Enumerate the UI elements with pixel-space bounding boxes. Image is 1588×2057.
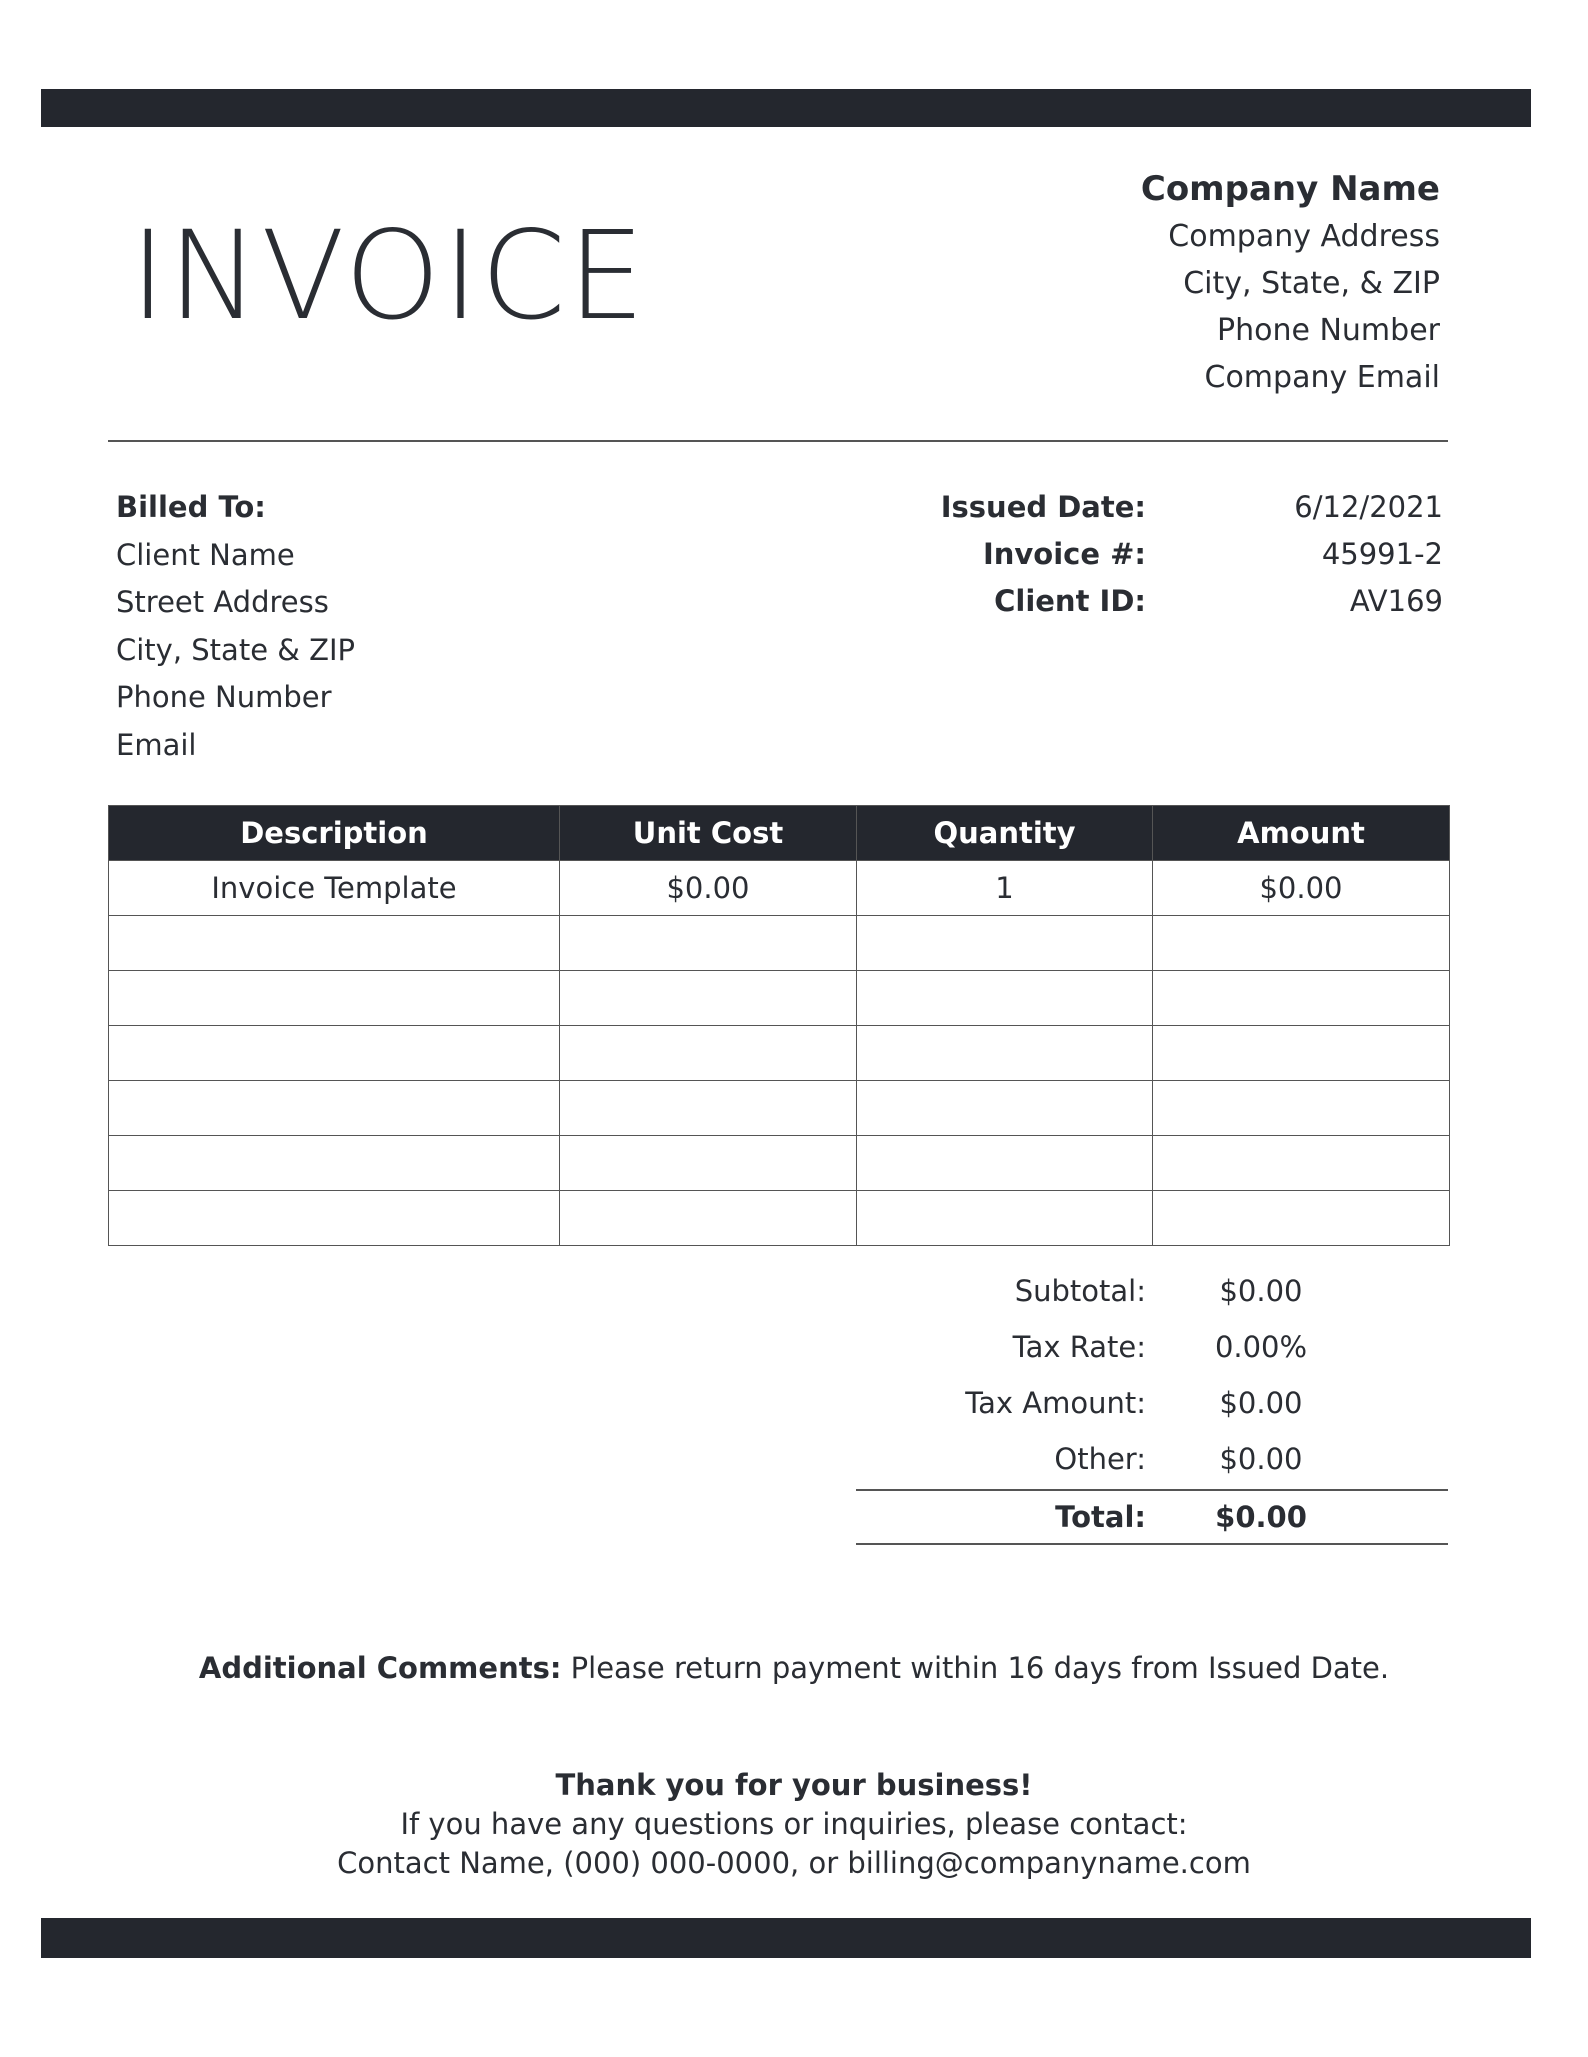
total-row xyxy=(856,1489,1448,1545)
cell-quantity xyxy=(857,1026,1153,1081)
cell-description xyxy=(109,971,560,1026)
cell-unit-cost xyxy=(560,1026,857,1081)
cell-unit-cost: $0.00 xyxy=(560,861,857,916)
billed-to-title: Billed To: xyxy=(116,490,266,524)
comments-label: Additional Comments: xyxy=(198,1651,562,1685)
other-label: Other: xyxy=(1054,1442,1146,1476)
cell-quantity xyxy=(857,1191,1153,1246)
cell-unit-cost xyxy=(560,916,857,971)
invoice-meta xyxy=(900,484,1446,625)
subtotal-value: $0.00 xyxy=(1219,1274,1303,1308)
table-row xyxy=(109,1191,1450,1246)
table-header-row xyxy=(109,806,1450,861)
cell-description: Invoice Template xyxy=(109,861,560,916)
cell-quantity xyxy=(857,971,1153,1026)
subtotal-row xyxy=(856,1263,1448,1319)
contact-details: Contact Name, (000) 000-0000, or billing@companyname.com xyxy=(337,1846,1251,1880)
tax-rate-row xyxy=(856,1319,1448,1375)
contact-line: If you have any questions or inquiries, please contact: xyxy=(400,1807,1188,1841)
cell-description xyxy=(109,1026,560,1081)
cell-unit-cost xyxy=(560,1191,857,1246)
company-address: Company Address xyxy=(1168,219,1440,254)
line-items-table xyxy=(108,805,1450,1246)
company-info xyxy=(1141,166,1440,401)
total-value: $0.00 xyxy=(1215,1500,1307,1534)
cell-unit-cost xyxy=(560,971,857,1026)
tax-amount-value: $0.00 xyxy=(1219,1386,1303,1420)
tax-amount-row xyxy=(856,1375,1448,1431)
totals-block xyxy=(856,1263,1448,1545)
cell-quantity xyxy=(857,916,1153,971)
cell-unit-cost xyxy=(560,1081,857,1136)
invoice-number-label: Invoice #: xyxy=(982,537,1146,571)
table-row xyxy=(109,1081,1450,1136)
total-label: Total: xyxy=(1055,1500,1146,1534)
header-divider xyxy=(108,440,1448,442)
client-id-label: Client ID: xyxy=(994,584,1146,618)
cell-amount xyxy=(1153,1191,1450,1246)
other-row xyxy=(856,1431,1448,1487)
table-body xyxy=(109,861,1450,1246)
company-phone: Phone Number xyxy=(1217,313,1440,348)
additional-comments xyxy=(0,1648,1588,1688)
subtotal-label: Subtotal: xyxy=(1014,1274,1146,1308)
client-street: Street Address xyxy=(116,585,329,619)
company-city-state-zip: City, State, & ZIP xyxy=(1183,266,1440,301)
other-value: $0.00 xyxy=(1219,1442,1303,1476)
cell-quantity xyxy=(857,1081,1153,1136)
company-name: Company Name xyxy=(1140,169,1440,209)
top-banner-bar xyxy=(41,89,1531,127)
tax-rate-label: Tax Rate: xyxy=(1012,1330,1146,1364)
cell-quantity xyxy=(857,1136,1153,1191)
client-email: Email xyxy=(116,727,197,762)
cell-amount xyxy=(1153,1136,1450,1191)
client-city-state-zip: City, State & ZIP xyxy=(116,632,355,667)
client-id-value: AV169 xyxy=(1349,584,1443,618)
client-name: Client Name xyxy=(116,537,295,572)
thank-you-message: Thank you for your business! xyxy=(555,1768,1033,1802)
invoice-title: INVOICE xyxy=(130,205,647,347)
issued-date-row xyxy=(900,484,1446,531)
cell-description xyxy=(109,1191,560,1246)
cell-amount xyxy=(1153,971,1450,1026)
client-phone: Phone Number xyxy=(116,680,332,714)
bottom-banner-bar xyxy=(41,1918,1531,1958)
tax-rate-value: 0.00% xyxy=(1214,1330,1308,1364)
tax-amount-label: Tax Amount: xyxy=(965,1386,1146,1420)
table-row xyxy=(109,1026,1450,1081)
cell-amount: $0.00 xyxy=(1153,861,1450,916)
cell-description xyxy=(109,916,560,971)
table-row xyxy=(109,1136,1450,1191)
invoice-number-row xyxy=(900,531,1446,578)
header-description: Description xyxy=(109,806,560,861)
table-row xyxy=(109,971,1450,1026)
table-row xyxy=(109,861,1450,916)
issued-date-label: Issued Date: xyxy=(940,490,1146,524)
cell-description xyxy=(109,1081,560,1136)
client-id-row xyxy=(900,578,1446,625)
header-quantity: Quantity xyxy=(857,806,1153,861)
table-row xyxy=(109,916,1450,971)
billed-to-block xyxy=(116,484,355,769)
thank-you-block xyxy=(0,1766,1588,1883)
header-amount: Amount xyxy=(1153,806,1450,861)
invoice-number-value: 45991-2 xyxy=(1321,537,1443,571)
cell-quantity: 1 xyxy=(857,861,1153,916)
cell-amount xyxy=(1153,1026,1450,1081)
cell-amount xyxy=(1153,916,1450,971)
cell-unit-cost xyxy=(560,1136,857,1191)
comments-text: Please return payment within 16 days from Issued Date. xyxy=(561,1651,1390,1685)
issued-date-value: 6/12/2021 xyxy=(1294,490,1443,524)
cell-description xyxy=(109,1136,560,1191)
cell-amount xyxy=(1153,1081,1450,1136)
company-email: Company Email xyxy=(1204,360,1440,395)
header-unit-cost: Unit Cost xyxy=(560,806,857,861)
